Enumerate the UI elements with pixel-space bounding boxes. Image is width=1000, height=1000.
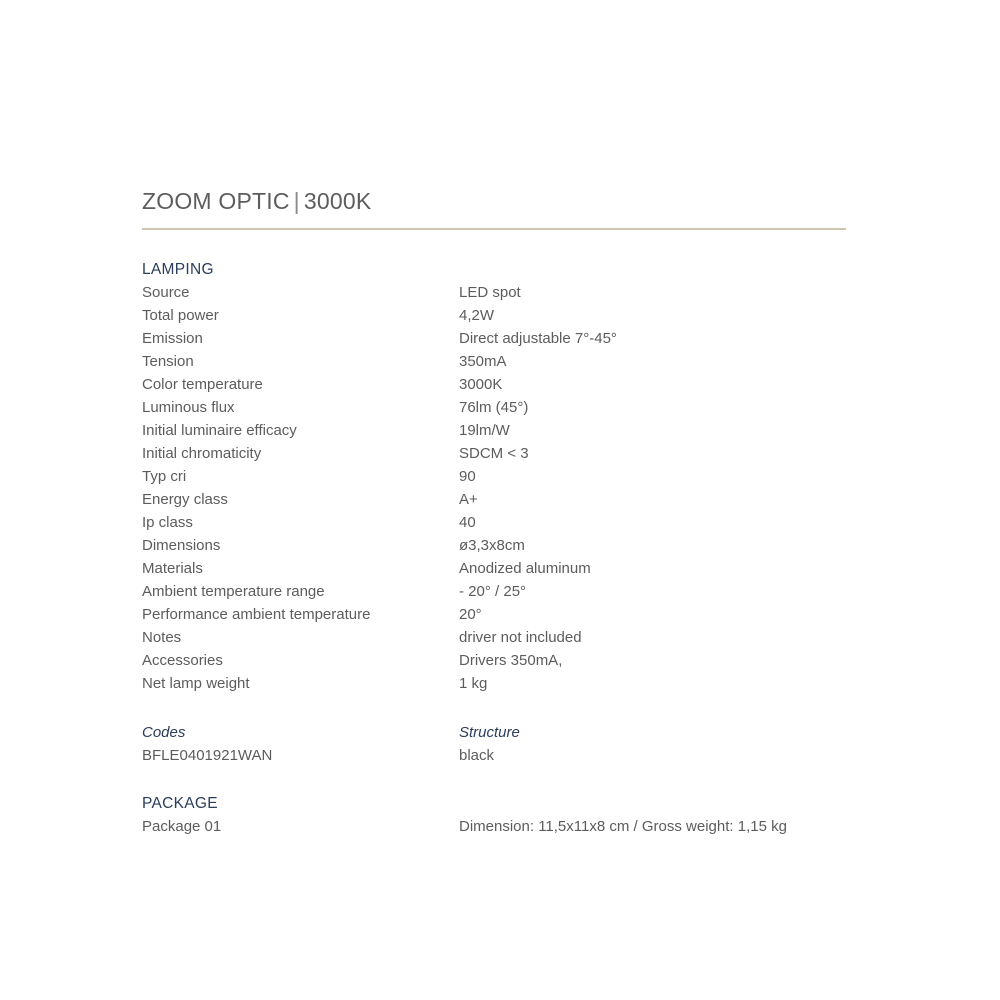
spec-value: 76lm (45°)	[459, 399, 529, 416]
spec-value: ø3,3x8cm	[459, 537, 525, 554]
spec-row	[142, 649, 846, 672]
spec-value: LED spot	[459, 284, 521, 301]
codes-block	[142, 721, 846, 767]
title-temperature: 3000K	[303, 188, 372, 214]
spec-value: 90	[459, 468, 476, 485]
spec-row	[142, 419, 846, 442]
spec-label: Dimensions	[142, 537, 221, 554]
codes-value-row	[142, 744, 846, 767]
spec-label: Accessories	[142, 652, 223, 669]
spec-row	[142, 672, 846, 695]
spec-label: Color temperature	[142, 376, 263, 393]
lamping-table	[142, 281, 846, 695]
spec-row	[142, 534, 846, 557]
spec-label: Luminous flux	[142, 399, 235, 416]
spec-value: A+	[459, 491, 478, 508]
spec-label: Emission	[142, 330, 203, 347]
spec-label: Initial chromaticity	[142, 445, 262, 462]
spec-value: Anodized aluminum	[459, 560, 591, 577]
page-title	[142, 186, 846, 216]
codes-label: Codes	[142, 724, 186, 741]
spec-row	[142, 488, 846, 511]
spec-value: Direct adjustable 7°-45°	[459, 330, 617, 347]
spec-label: Notes	[142, 629, 182, 646]
package-details: Dimension: 11,5x11x8 cm / Gross weight: 1,15 kg	[459, 818, 787, 835]
spec-row	[142, 557, 846, 580]
spec-row	[142, 603, 846, 626]
structure-label: Structure	[459, 724, 520, 741]
spec-label: Performance ambient temperature	[142, 606, 371, 623]
spec-row	[142, 442, 846, 465]
spec-row	[142, 626, 846, 649]
spec-label: Ambient temperature range	[142, 583, 325, 600]
spec-row	[142, 350, 846, 373]
spec-label: Net lamp weight	[142, 675, 250, 692]
code-value: BFLE0401921WAN	[142, 747, 273, 764]
product-name: ZOOM OPTIC	[142, 188, 290, 214]
spec-value: Drivers 350mA,	[459, 652, 563, 669]
spec-label: Ip class	[142, 514, 193, 531]
spec-value: 1 kg	[459, 675, 488, 692]
spec-row	[142, 373, 846, 396]
package-row	[142, 815, 846, 838]
spec-value: - 20° / 25°	[459, 583, 527, 600]
spec-value: 40	[459, 514, 476, 531]
spec-row	[142, 327, 846, 350]
spec-label: Initial luminaire efficacy	[142, 422, 297, 439]
spec-value: 4,2W	[459, 307, 495, 324]
lamping-heading: LAMPING	[142, 261, 214, 278]
spec-value: 350mA	[459, 353, 507, 370]
spec-value: SDCM < 3	[459, 445, 529, 462]
spec-value: 20°	[459, 606, 482, 623]
spec-row	[142, 511, 846, 534]
spec-sheet	[142, 186, 846, 838]
spec-label: Typ cri	[142, 468, 187, 485]
spec-label: Tension	[142, 353, 194, 370]
spec-label: Energy class	[142, 491, 228, 508]
spec-row	[142, 281, 846, 304]
package-name: Package 01	[142, 818, 222, 835]
spec-row	[142, 396, 846, 419]
spec-value: 3000K	[459, 376, 503, 393]
structure-value: black	[459, 747, 495, 764]
codes-header-row	[142, 721, 846, 744]
spec-row	[142, 465, 846, 488]
package-heading: PACKAGE	[142, 795, 218, 812]
spec-value: 19lm/W	[459, 422, 510, 439]
spec-label: Source	[142, 284, 190, 301]
spec-label: Total power	[142, 307, 219, 324]
spec-row	[142, 304, 846, 327]
spec-value: driver not included	[459, 629, 582, 646]
spec-label: Materials	[142, 560, 203, 577]
spec-row	[142, 580, 846, 603]
title-divider	[142, 228, 846, 230]
title-separator: |	[293, 188, 300, 214]
